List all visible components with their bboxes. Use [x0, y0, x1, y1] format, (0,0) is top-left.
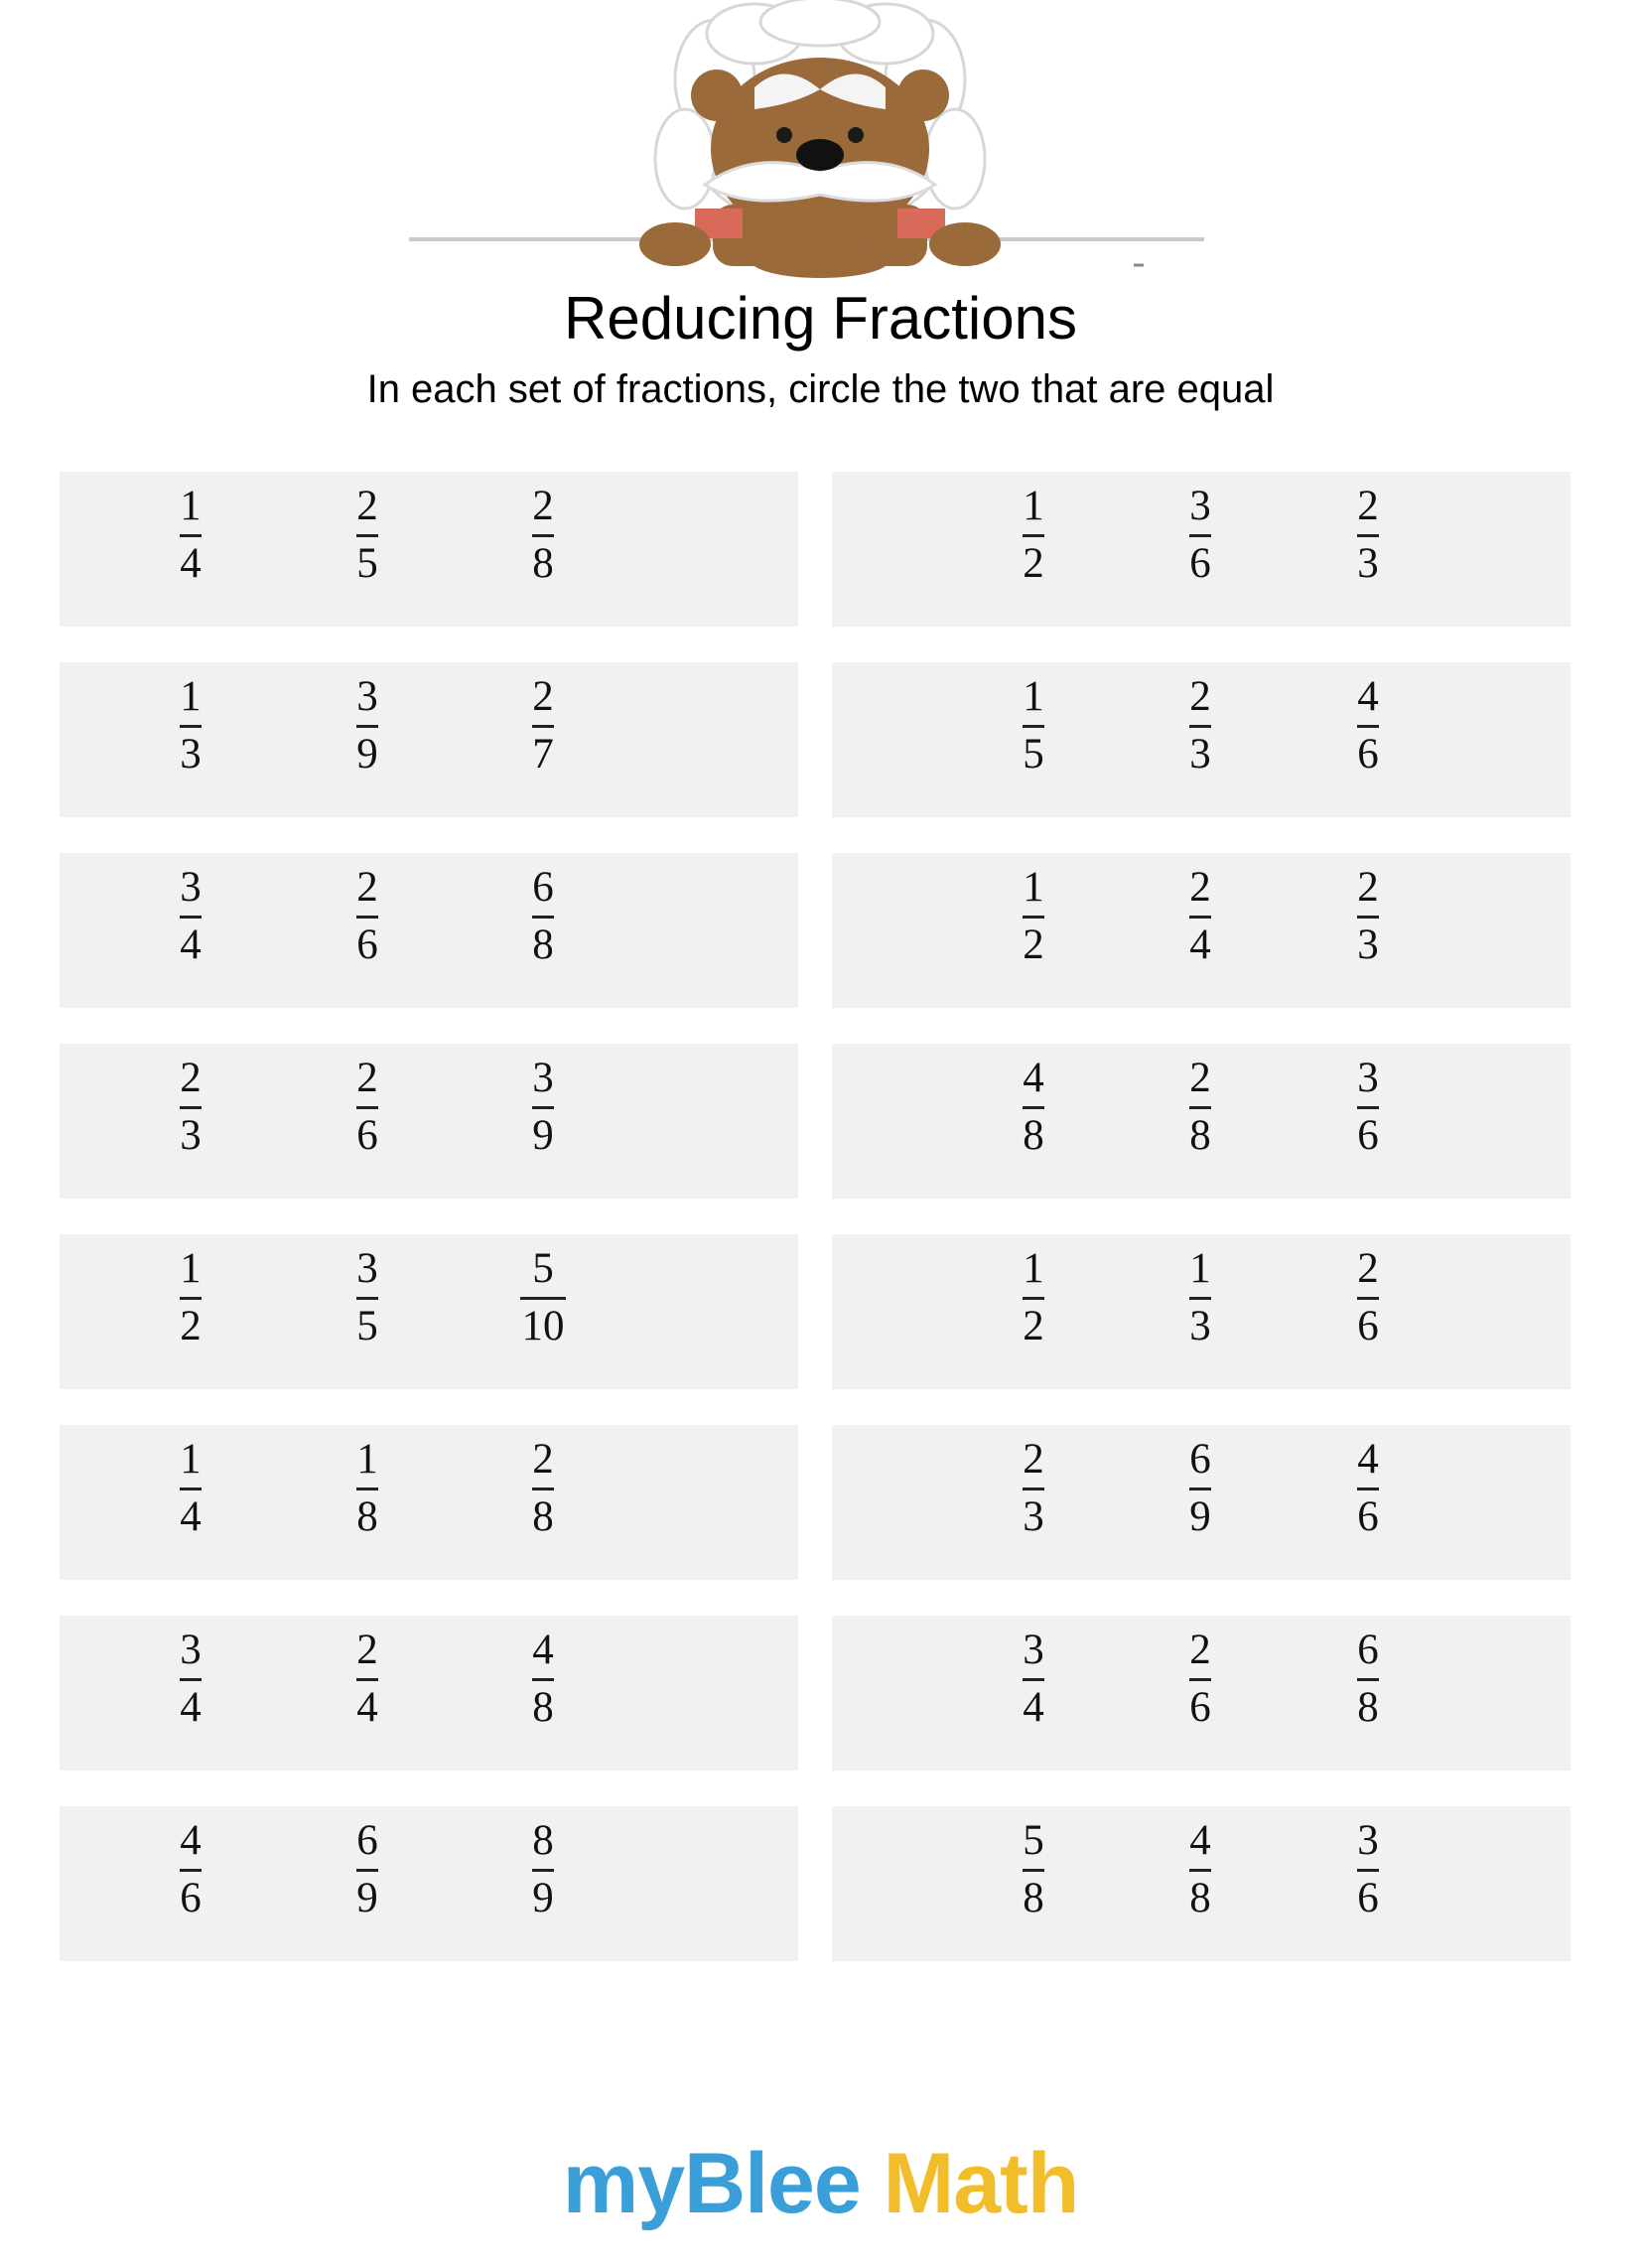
numerator: 2: [356, 483, 378, 529]
numerator: 3: [1357, 1055, 1379, 1101]
fraction[interactable]: [1323, 1056, 1413, 1159]
fraction[interactable]: [323, 674, 412, 778]
denominator: 6: [1357, 1112, 1379, 1159]
denominator: 8: [532, 1684, 554, 1731]
fraction[interactable]: [1156, 484, 1245, 587]
fraction[interactable]: [146, 1818, 235, 1921]
numerator: 3: [532, 1055, 554, 1101]
denominator: 8: [532, 921, 554, 968]
numerator: 3: [180, 1627, 202, 1673]
fraction-bar: [1023, 1869, 1044, 1872]
numerator: 1: [1189, 1245, 1211, 1292]
denominator: 6: [356, 921, 378, 968]
fraction[interactable]: [323, 1818, 412, 1921]
numerator: 1: [1023, 864, 1044, 911]
brand-logo: [0, 2135, 1641, 2233]
fraction[interactable]: [323, 1628, 412, 1731]
numerator: 2: [532, 483, 554, 529]
fraction[interactable]: [1156, 1246, 1245, 1349]
denominator: 3: [1189, 1303, 1211, 1349]
fraction-bar: [180, 1869, 202, 1872]
fraction-bar: [356, 1869, 378, 1872]
fraction[interactable]: [146, 1628, 235, 1731]
denominator: 2: [1023, 540, 1044, 587]
fraction[interactable]: [498, 1437, 588, 1540]
fraction-bar: [1023, 1106, 1044, 1109]
denominator: 5: [1023, 731, 1044, 778]
bear-mascot-icon: [0, 0, 1641, 278]
numerator: 1: [1023, 1245, 1044, 1292]
fraction[interactable]: [1323, 1628, 1413, 1731]
fraction[interactable]: [323, 1437, 412, 1540]
denominator: 6: [1357, 1875, 1379, 1921]
fraction-bar: [180, 534, 202, 537]
fraction-bar: [356, 534, 378, 537]
fraction[interactable]: [1323, 674, 1413, 778]
fraction[interactable]: [1156, 674, 1245, 778]
denominator: 3: [1357, 540, 1379, 587]
fraction-bar: [180, 1297, 202, 1300]
denominator: 8: [1023, 1112, 1044, 1159]
fraction[interactable]: [146, 1056, 235, 1159]
fraction-set: [60, 1234, 798, 1389]
fraction-set: [832, 472, 1571, 627]
numerator: 1: [180, 1436, 202, 1483]
fraction[interactable]: [146, 674, 235, 778]
numerator: 4: [180, 1817, 202, 1864]
numerator: 6: [1189, 1436, 1211, 1483]
fraction-bar: [1189, 916, 1211, 919]
numerator: 1: [1023, 483, 1044, 529]
numerator: 2: [532, 673, 554, 720]
numerator: 2: [356, 1627, 378, 1673]
fraction-bar: [180, 1106, 202, 1109]
denominator: 3: [180, 731, 202, 778]
fraction-bar: [532, 1106, 554, 1109]
denominator: 5: [356, 1303, 378, 1349]
numerator: 3: [356, 1245, 378, 1292]
denominator: 8: [1189, 1112, 1211, 1159]
fraction-set: [832, 1616, 1571, 1771]
fraction-bar: [1023, 916, 1044, 919]
fraction-bar: [532, 1488, 554, 1490]
denominator: 3: [1023, 1493, 1044, 1540]
fraction[interactable]: [498, 1818, 588, 1921]
denominator: 6: [180, 1875, 202, 1921]
denominator: 4: [180, 540, 202, 587]
fraction-bar: [1023, 1488, 1044, 1490]
fraction[interactable]: [1323, 1437, 1413, 1540]
numerator: 4: [1023, 1055, 1044, 1101]
fraction-set: [60, 662, 798, 817]
fraction-bar: [1189, 534, 1211, 537]
denominator: 7: [532, 731, 554, 778]
denominator: 6: [356, 1112, 378, 1159]
fraction-set: [60, 853, 798, 1008]
fraction[interactable]: [146, 1246, 235, 1349]
denominator: 3: [1357, 921, 1379, 968]
denominator: 8: [1189, 1875, 1211, 1921]
numerator: 4: [1189, 1817, 1211, 1864]
fraction-set: [60, 1616, 798, 1771]
fraction[interactable]: [989, 1628, 1078, 1731]
fraction-bar: [1189, 1678, 1211, 1681]
numerator: 1: [180, 1245, 202, 1292]
fraction-bar: [1357, 534, 1379, 537]
denominator: 2: [180, 1303, 202, 1349]
denominator: 9: [356, 1875, 378, 1921]
brand-part2: Math: [883, 2136, 1079, 2231]
fraction-bar: [356, 725, 378, 728]
numerator: 2: [532, 1436, 554, 1483]
numerator: 2: [356, 1055, 378, 1101]
fraction-set: [832, 853, 1571, 1008]
denominator: 8: [532, 540, 554, 587]
denominator: 6: [1189, 1684, 1211, 1731]
numerator: 1: [356, 1436, 378, 1483]
fraction-bar: [1023, 1297, 1044, 1300]
fraction-set: [832, 1425, 1571, 1580]
fraction-bar: [532, 1869, 554, 1872]
fraction-bar: [1189, 1106, 1211, 1109]
fraction-bar: [1357, 1869, 1379, 1872]
numerator: 2: [1357, 864, 1379, 911]
fraction-bar: [1357, 725, 1379, 728]
fraction[interactable]: [498, 865, 588, 968]
fraction-set: [832, 662, 1571, 817]
fraction[interactable]: [989, 484, 1078, 587]
fraction[interactable]: [146, 1437, 235, 1540]
denominator: 9: [356, 731, 378, 778]
denominator: 4: [1189, 921, 1211, 968]
numerator: 6: [1357, 1627, 1379, 1673]
fraction-bar: [1189, 725, 1211, 728]
denominator: 6: [1357, 1303, 1379, 1349]
fraction-bar: [356, 1678, 378, 1681]
numerator: 4: [532, 1627, 554, 1673]
fraction-bar: [1189, 1297, 1211, 1300]
numerator: 1: [1023, 673, 1044, 720]
fraction[interactable]: [323, 1246, 412, 1349]
denominator: 3: [180, 1112, 202, 1159]
fraction[interactable]: [323, 484, 412, 587]
brand-part1: myBlee: [562, 2136, 861, 2231]
numerator: 2: [180, 1055, 202, 1101]
fraction[interactable]: [498, 484, 588, 587]
fraction-bar: [356, 1106, 378, 1109]
fraction-bar: [356, 916, 378, 919]
numerator: 3: [1023, 1627, 1044, 1673]
fraction[interactable]: [146, 484, 235, 587]
fraction-bar: [1189, 1869, 1211, 1872]
numerator: 6: [356, 1817, 378, 1864]
fraction-set: [832, 1044, 1571, 1199]
denominator: 6: [1357, 731, 1379, 778]
fraction[interactable]: [498, 674, 588, 778]
fraction[interactable]: [989, 1056, 1078, 1159]
fraction[interactable]: [989, 1246, 1078, 1349]
fraction[interactable]: [323, 1056, 412, 1159]
fraction[interactable]: [1156, 1056, 1245, 1159]
numerator: 6: [532, 864, 554, 911]
numerator: 2: [1357, 1245, 1379, 1292]
fraction-bar: [180, 1488, 202, 1490]
denominator: 8: [356, 1493, 378, 1540]
fraction[interactable]: [1156, 1437, 1245, 1540]
numerator: 2: [356, 864, 378, 911]
fraction-bar: [180, 916, 202, 919]
numerator: 4: [1357, 673, 1379, 720]
fraction[interactable]: [989, 674, 1078, 778]
fraction-set: [60, 1806, 798, 1961]
fraction[interactable]: [1323, 484, 1413, 587]
fraction-bar: [1357, 1678, 1379, 1681]
denominator: 3: [1189, 731, 1211, 778]
fraction[interactable]: [1156, 865, 1245, 968]
fraction-bar: [532, 534, 554, 537]
numerator: 8: [532, 1817, 554, 1864]
fraction[interactable]: [989, 1437, 1078, 1540]
numerator: 3: [1357, 1817, 1379, 1864]
numerator: 2: [1023, 1436, 1044, 1483]
fraction-bar: [1189, 1488, 1211, 1490]
denominator: 4: [180, 1684, 202, 1731]
fraction-bar: [1023, 1678, 1044, 1681]
instructions: In each set of fractions, circle the two that are equal: [366, 367, 1275, 411]
fraction[interactable]: [498, 1246, 588, 1349]
numerator: 3: [1189, 483, 1211, 529]
fraction[interactable]: [146, 865, 235, 968]
fraction-bar: [180, 1678, 202, 1681]
fraction-set: [832, 1806, 1571, 1961]
fraction-set: [60, 1044, 798, 1199]
denominator: 8: [1023, 1875, 1044, 1921]
denominator: 6: [1357, 1493, 1379, 1540]
fraction-bar: [1023, 725, 1044, 728]
fraction[interactable]: [1323, 1818, 1413, 1921]
fraction-bar: [532, 916, 554, 919]
fraction-bar: [1357, 1488, 1379, 1490]
numerator: 2: [1189, 864, 1211, 911]
fraction-set: [832, 1234, 1571, 1389]
fraction-set: [60, 1425, 798, 1580]
fraction-bar: [1023, 534, 1044, 537]
denominator: 10: [521, 1303, 565, 1349]
fraction[interactable]: [498, 1056, 588, 1159]
numerator: 2: [1189, 673, 1211, 720]
denominator: 2: [1023, 921, 1044, 968]
fraction-bar: [1357, 1106, 1379, 1109]
denominator: 8: [532, 1493, 554, 1540]
fraction[interactable]: [1323, 865, 1413, 968]
fraction[interactable]: [498, 1628, 588, 1731]
fraction-bar: [532, 1678, 554, 1681]
numerator: 1: [180, 673, 202, 720]
fraction[interactable]: [323, 865, 412, 968]
fraction-bar: [180, 725, 202, 728]
fraction-bar: [1357, 1297, 1379, 1300]
fraction-bar: [356, 1488, 378, 1490]
numerator: 4: [1357, 1436, 1379, 1483]
numerator: 5: [1023, 1817, 1044, 1864]
fraction[interactable]: [1323, 1246, 1413, 1349]
denominator: 6: [1189, 540, 1211, 587]
denominator: 5: [356, 540, 378, 587]
fraction[interactable]: [1156, 1628, 1245, 1731]
fraction-set: [60, 472, 798, 627]
denominator: 4: [356, 1684, 378, 1731]
denominator: 2: [1023, 1303, 1044, 1349]
fraction-bar: [356, 1297, 378, 1300]
numerator: 5: [532, 1245, 554, 1292]
numerator: 2: [1189, 1055, 1211, 1101]
denominator: 4: [180, 921, 202, 968]
numerator: 3: [180, 864, 202, 911]
page-title: Reducing Fractions: [564, 285, 1077, 352]
denominator: 4: [1023, 1684, 1044, 1731]
numerator: 2: [1189, 1627, 1211, 1673]
denominator: 9: [1189, 1493, 1211, 1540]
fraction-bar: [1357, 916, 1379, 919]
numerator: 3: [356, 673, 378, 720]
denominator: 8: [1357, 1684, 1379, 1731]
fraction-bar: [532, 725, 554, 728]
fraction[interactable]: [1156, 1818, 1245, 1921]
fraction-bar: [520, 1297, 566, 1300]
numerator: 2: [1357, 483, 1379, 529]
denominator: 9: [532, 1875, 554, 1921]
numerator: 1: [180, 483, 202, 529]
denominator: 4: [180, 1493, 202, 1540]
fraction[interactable]: [989, 1818, 1078, 1921]
fraction[interactable]: [989, 865, 1078, 968]
denominator: 9: [532, 1112, 554, 1159]
